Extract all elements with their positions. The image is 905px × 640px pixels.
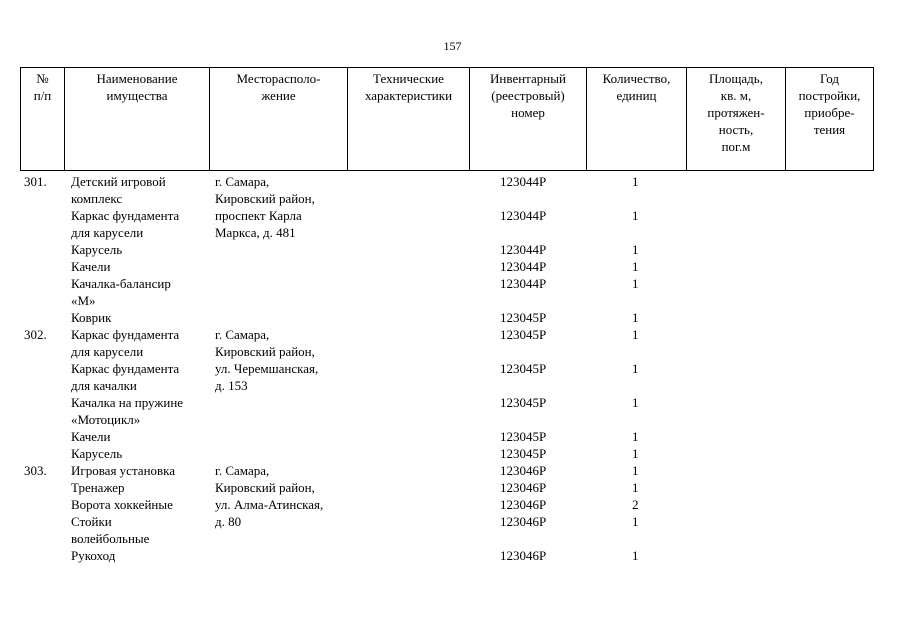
table-header	[20, 67, 874, 171]
table-row	[20, 394, 874, 428]
table-row	[20, 241, 874, 258]
table-row	[20, 309, 874, 326]
item-quantity: 1	[632, 327, 639, 342]
item-inventory-number: 123046Р	[500, 497, 547, 512]
item-inventory-number: 123046Р	[500, 463, 547, 478]
item-name: Тренажер	[71, 480, 125, 495]
table-group	[20, 326, 874, 462]
item-inventory-number: 123045Р	[500, 446, 547, 461]
item-quantity: 1	[632, 429, 639, 444]
table-row	[20, 275, 874, 309]
table-group	[20, 462, 874, 564]
item-inventory-number: 123046Р	[500, 480, 547, 495]
table-row	[20, 207, 874, 241]
item-inventory-number: 123046Р	[500, 548, 547, 563]
item-name: Качели	[71, 429, 111, 444]
item-quantity: 1	[632, 463, 639, 478]
item-name: Каркас фундамента для качалки	[71, 361, 180, 393]
table-row	[20, 428, 874, 445]
item-quantity: 1	[632, 310, 639, 325]
header-location: Месторасполо- жение	[210, 68, 348, 170]
item-quantity: 1	[632, 446, 639, 461]
header-year: Год постройки, приобре- тения	[798, 71, 861, 137]
row-location: г. Самара, Кировский район, ул. Алма-Атинская, д. 80	[215, 463, 324, 529]
table-row	[20, 462, 874, 479]
item-name: Каркас фундамента для карусели	[71, 327, 180, 359]
item-name: Каркас фундамента для карусели	[71, 208, 180, 240]
item-name: Карусель	[71, 242, 123, 257]
header-tech: Технические характеристики	[348, 68, 470, 170]
table-row	[20, 326, 874, 360]
item-name: Рукоход	[71, 548, 116, 563]
item-quantity: 1	[632, 548, 639, 563]
item-name: Ворота хоккейные	[71, 497, 173, 512]
table-row	[20, 496, 874, 513]
row-number: 303.	[24, 463, 47, 478]
item-quantity: 1	[632, 259, 639, 274]
item-quantity: 1	[632, 514, 639, 529]
row-number: 301.	[24, 174, 47, 189]
item-name: Стойки волейбольные	[71, 514, 150, 546]
item-inventory-number: 123045Р	[500, 327, 547, 342]
row-number: 302.	[24, 327, 47, 342]
item-name: Коврик	[71, 310, 112, 325]
item-name: Детский игровой комплекс	[71, 174, 166, 206]
table-row	[20, 445, 874, 462]
item-inventory-number: 123046Р	[500, 514, 547, 529]
header-inventory: Инвентарный (реестровый) номер	[470, 68, 587, 170]
item-name: Игровая установка	[71, 463, 176, 478]
header-number: № п/п	[21, 68, 65, 170]
header-name: Наименование имущества	[65, 68, 210, 170]
item-quantity: 1	[632, 242, 639, 257]
table-row	[20, 258, 874, 275]
header-quantity: Количество, единиц	[587, 68, 687, 170]
item-name: Качели	[71, 259, 111, 274]
table-row	[20, 479, 874, 496]
item-inventory-number: 123044Р	[500, 259, 547, 274]
item-quantity: 1	[632, 361, 639, 376]
item-quantity: 1	[632, 276, 639, 291]
item-inventory-number: 123044Р	[500, 208, 547, 223]
item-inventory-number: 123045Р	[500, 395, 547, 410]
item-inventory-number: 123045Р	[500, 310, 547, 325]
item-quantity: 1	[632, 208, 639, 223]
item-quantity: 1	[632, 480, 639, 495]
item-inventory-number: 123044Р	[500, 174, 547, 189]
item-inventory-number: 123044Р	[500, 276, 547, 291]
header-area: Площадь, кв. м, протяжен- ность, пог.м	[687, 68, 786, 170]
item-name: Качалка-балансир «М»	[71, 276, 171, 308]
item-name: Карусель	[71, 446, 123, 461]
table-row	[20, 173, 874, 207]
row-location: г. Самара, Кировский район, ул. Черемшанская, д. 153	[215, 327, 319, 393]
item-quantity: 1	[632, 395, 639, 410]
table-body	[20, 173, 874, 564]
item-inventory-number: 123045Р	[500, 429, 547, 444]
table-row	[20, 547, 874, 564]
page-number: 157	[443, 39, 462, 53]
table-group	[20, 173, 874, 326]
table-row	[20, 360, 874, 394]
item-name: Качалка на пружине «Мотоцикл»	[71, 395, 184, 427]
table-row	[20, 513, 874, 547]
item-quantity: 2	[632, 497, 639, 512]
row-location: г. Самара, Кировский район, проспект Карла Маркса, д. 481	[215, 174, 315, 240]
item-quantity: 1	[632, 174, 639, 189]
item-inventory-number: 123044Р	[500, 242, 547, 257]
item-inventory-number: 123045Р	[500, 361, 547, 376]
